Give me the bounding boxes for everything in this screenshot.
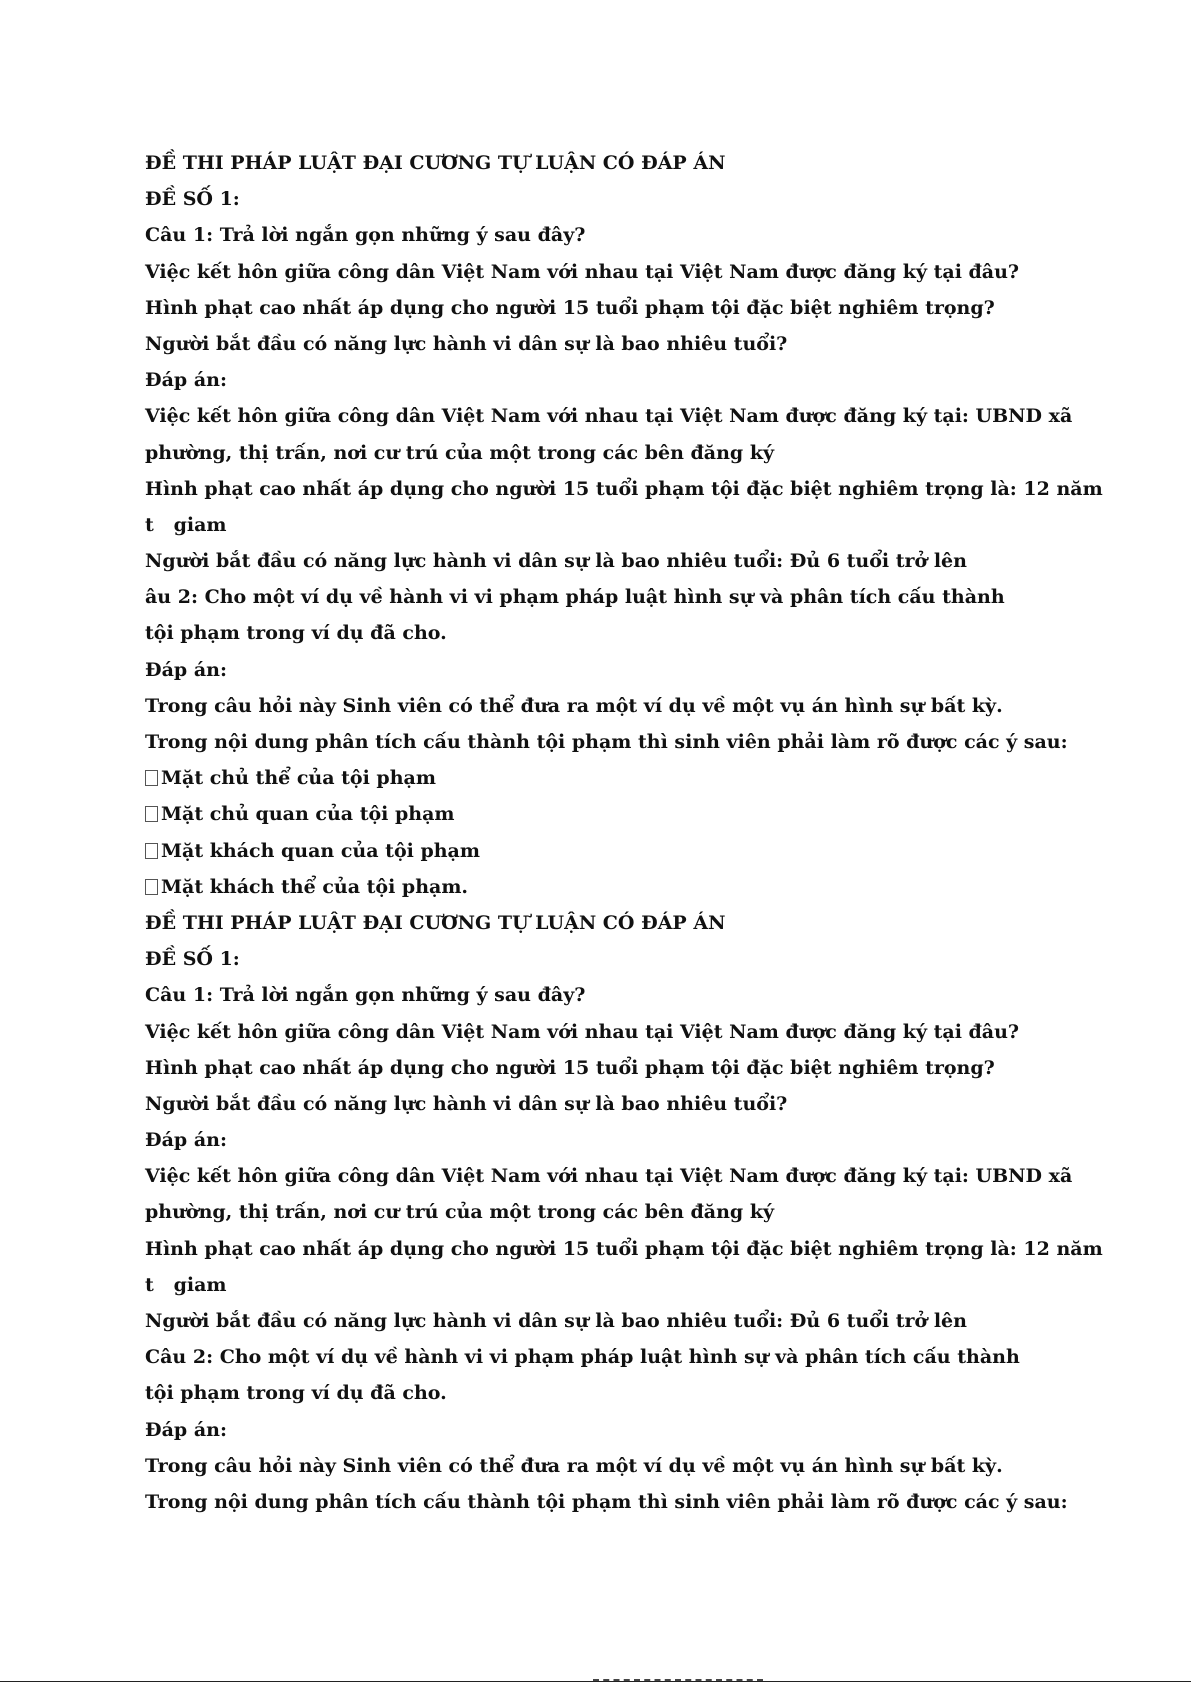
question-item: Hình phạt cao nhất áp dụng cho người 15 tuổi phạm tội đặc biệt nghiêm trọng? <box>145 296 995 319</box>
bullet-item <box>145 869 1045 905</box>
answer-text: Trong nội dung phân tích cấu thành tội phạm thì sinh viên phải làm rõ được các ý sau: <box>145 731 1068 753</box>
checkbox-icon <box>145 770 158 786</box>
exam-number: ĐỀ SỐ 1: <box>145 948 240 971</box>
question-item: Người bắt đầu có năng lực hành vi dân sự là bao nhiêu tuổi? <box>145 332 788 355</box>
question-heading: Câu 2: Cho một ví dụ về hành vi vi phạm pháp luật hình sự và phân tích cấu thành <box>145 1346 1020 1369</box>
answer-text: Việc kết hôn giữa công dân Việt Nam với nhau tại Việt Nam được đăng ký tại: UBND xã <box>145 405 1073 428</box>
answer-text: Trong câu hỏi này Sinh viên có thể đưa ra một ví dụ về một vụ án hình sự bất kỳ. <box>145 694 1003 717</box>
bullet-item <box>145 833 1045 869</box>
question-item: Việc kết hôn giữa công dân Việt Nam với nhau tại Việt Nam được đăng ký tại đâu? <box>145 260 1020 283</box>
answer-heading: Đáp án: <box>145 658 227 681</box>
answer-text: t giam <box>145 1273 227 1296</box>
answer-heading: Đáp án: <box>145 369 227 392</box>
answer-text: Người bắt đầu có năng lực hành vi dân sự là bao nhiêu tuổi: Đủ 6 tuổi trở lên <box>145 550 967 573</box>
question-heading: Câu 1: Trả lời ngắn gọn những ý sau đây? <box>145 224 586 247</box>
answer-text: Việc kết hôn giữa công dân Việt Nam với nhau tại Việt Nam được đăng ký tại: UBND xã <box>145 1165 1073 1188</box>
question-heading: Câu 1: Trả lời ngắn gọn những ý sau đây? <box>145 984 586 1007</box>
answer-heading: Đáp án: <box>145 1418 227 1441</box>
checkbox-icon <box>145 806 158 822</box>
answer-text: Trong nội dung phân tích cấu thành tội phạm thì sinh viên phải làm rõ được các ý sau: <box>145 1490 1068 1513</box>
document-body <box>145 145 1103 1520</box>
bullet-item <box>145 796 1045 832</box>
question-item: Hình phạt cao nhất áp dụng cho người 15 tuổi phạm tội đặc biệt nghiêm trọng? <box>145 1056 995 1079</box>
answer-text: Người bắt đầu có năng lực hành vi dân sự là bao nhiêu tuổi: Đủ 6 tuổi trở lên <box>145 1310 967 1332</box>
answer-heading: Đáp án: <box>145 1129 227 1152</box>
question-item: Người bắt đầu có năng lực hành vi dân sự là bao nhiêu tuổi? <box>145 1092 788 1115</box>
question-item: Việc kết hôn giữa công dân Việt Nam với nhau tại Việt Nam được đăng ký tại đâu? <box>145 1020 1020 1043</box>
page-bottom-dash <box>593 1679 763 1681</box>
checkbox-icon <box>145 879 158 895</box>
question-text: tội phạm trong ví dụ đã cho. <box>145 1382 447 1405</box>
checkbox-icon <box>145 843 158 859</box>
bullet-text: Mặt khách quan của tội phạm <box>161 839 480 862</box>
answer-text: phường, thị trấn, nơi cư trú của một trong các bên đăng ký <box>145 1201 775 1224</box>
bullet-item <box>145 760 1045 796</box>
answer-text: Trong câu hỏi này Sinh viên có thể đưa ra một ví dụ về một vụ án hình sự bất kỳ. <box>145 1454 1003 1477</box>
answer-text: Hình phạt cao nhất áp dụng cho người 15 tuổi phạm tội đặc biệt nghiêm trọng là: 12 năm <box>145 1237 1103 1260</box>
document-title: ĐỀ THI PHÁP LUẬT ĐẠI CƯƠNG TỰ LUẬN CÓ ĐÁP ÁN <box>145 911 726 934</box>
bullet-text: Mặt chủ quan của tội phạm <box>161 803 455 826</box>
answer-text: t giam <box>145 513 227 536</box>
question-text: tội phạm trong ví dụ đã cho. <box>145 622 447 645</box>
bullet-text: Mặt khách thể của tội phạm. <box>161 875 469 898</box>
question-heading: âu 2: Cho một ví dụ về hành vi vi phạm pháp luật hình sự và phân tích cấu thành <box>145 586 1005 609</box>
answer-text: Hình phạt cao nhất áp dụng cho người 15 tuổi phạm tội đặc biệt nghiêm trọng là: 12 năm <box>145 477 1103 500</box>
answer-text: phường, thị trấn, nơi cư trú của một trong các bên đăng ký <box>145 441 775 464</box>
page-bottom-divider <box>0 1681 1191 1682</box>
bullet-text: Mặt chủ thể của tội phạm <box>161 767 436 790</box>
document-title: ĐỀ THI PHÁP LUẬT ĐẠI CƯƠNG TỰ LUẬN CÓ ĐÁP ÁN <box>145 152 726 174</box>
exam-number: ĐỀ SỐ 1: <box>145 188 240 211</box>
